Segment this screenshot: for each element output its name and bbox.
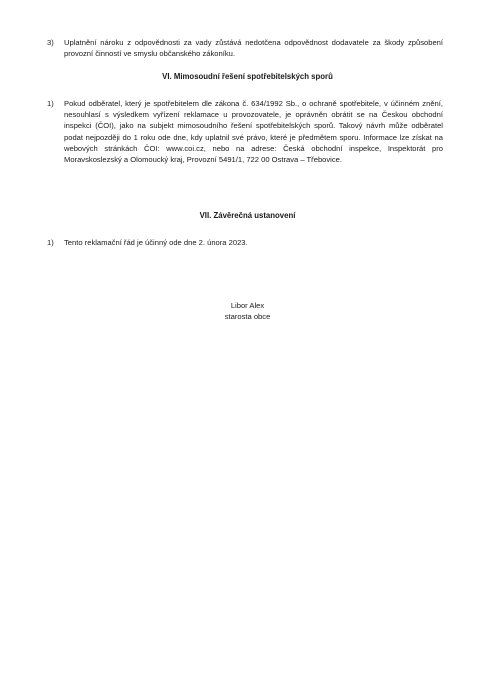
list-item bbox=[47, 237, 443, 248]
signature-title: starosta obce bbox=[224, 312, 271, 321]
item-text: Uplatnění nároku z odpovědnosti za vady zůstává nedotčena odpovědnost dodavatele za škody způsobení provozní činností ve smyslu občanského zákoníku. bbox=[64, 38, 443, 59]
item-number: 1) bbox=[47, 238, 54, 247]
item-number: 3) bbox=[47, 38, 54, 47]
item-number: 1) bbox=[47, 99, 54, 108]
list-item bbox=[47, 98, 443, 165]
section-heading: VI. Mimosoudní řešení spotřebitelských sporů bbox=[162, 72, 333, 81]
item-text: Tento reklamační řád je účinný ode dne 2. února 2023. bbox=[64, 238, 248, 247]
item-text: Pokud odběratel, který je spotřebitelem dle zákona č. 634/1992 Sb., o ochraně spotřebitele, v účinném znění, nesouhlasí s výsledkem vyřízení reklamace u provozovatele, je oprávněn obrátit se na Českou obchodní inspekci (ČOI), jako na subjekt mimosoudního řešení spotřebitelských sporů. Takový návrh může odběratel podat nejpozději do 1 roku ode dne, kdy uplatnil své právo, které je předmětem sporu. Informace lze získat na webových stránkách ČOI: www.coi.cz, nebo na adrese: Česká obchodní inspekce, Inspektorát pro Moravskoslezský a Olomoucký kraj, Provozní 5491/1, 722 00 Ostrava – Třebovice. bbox=[64, 99, 443, 165]
list-item bbox=[47, 37, 443, 59]
signature-name: Libor Alex bbox=[230, 301, 265, 310]
section-heading: VII. Závěrečná ustanovení bbox=[199, 211, 296, 220]
